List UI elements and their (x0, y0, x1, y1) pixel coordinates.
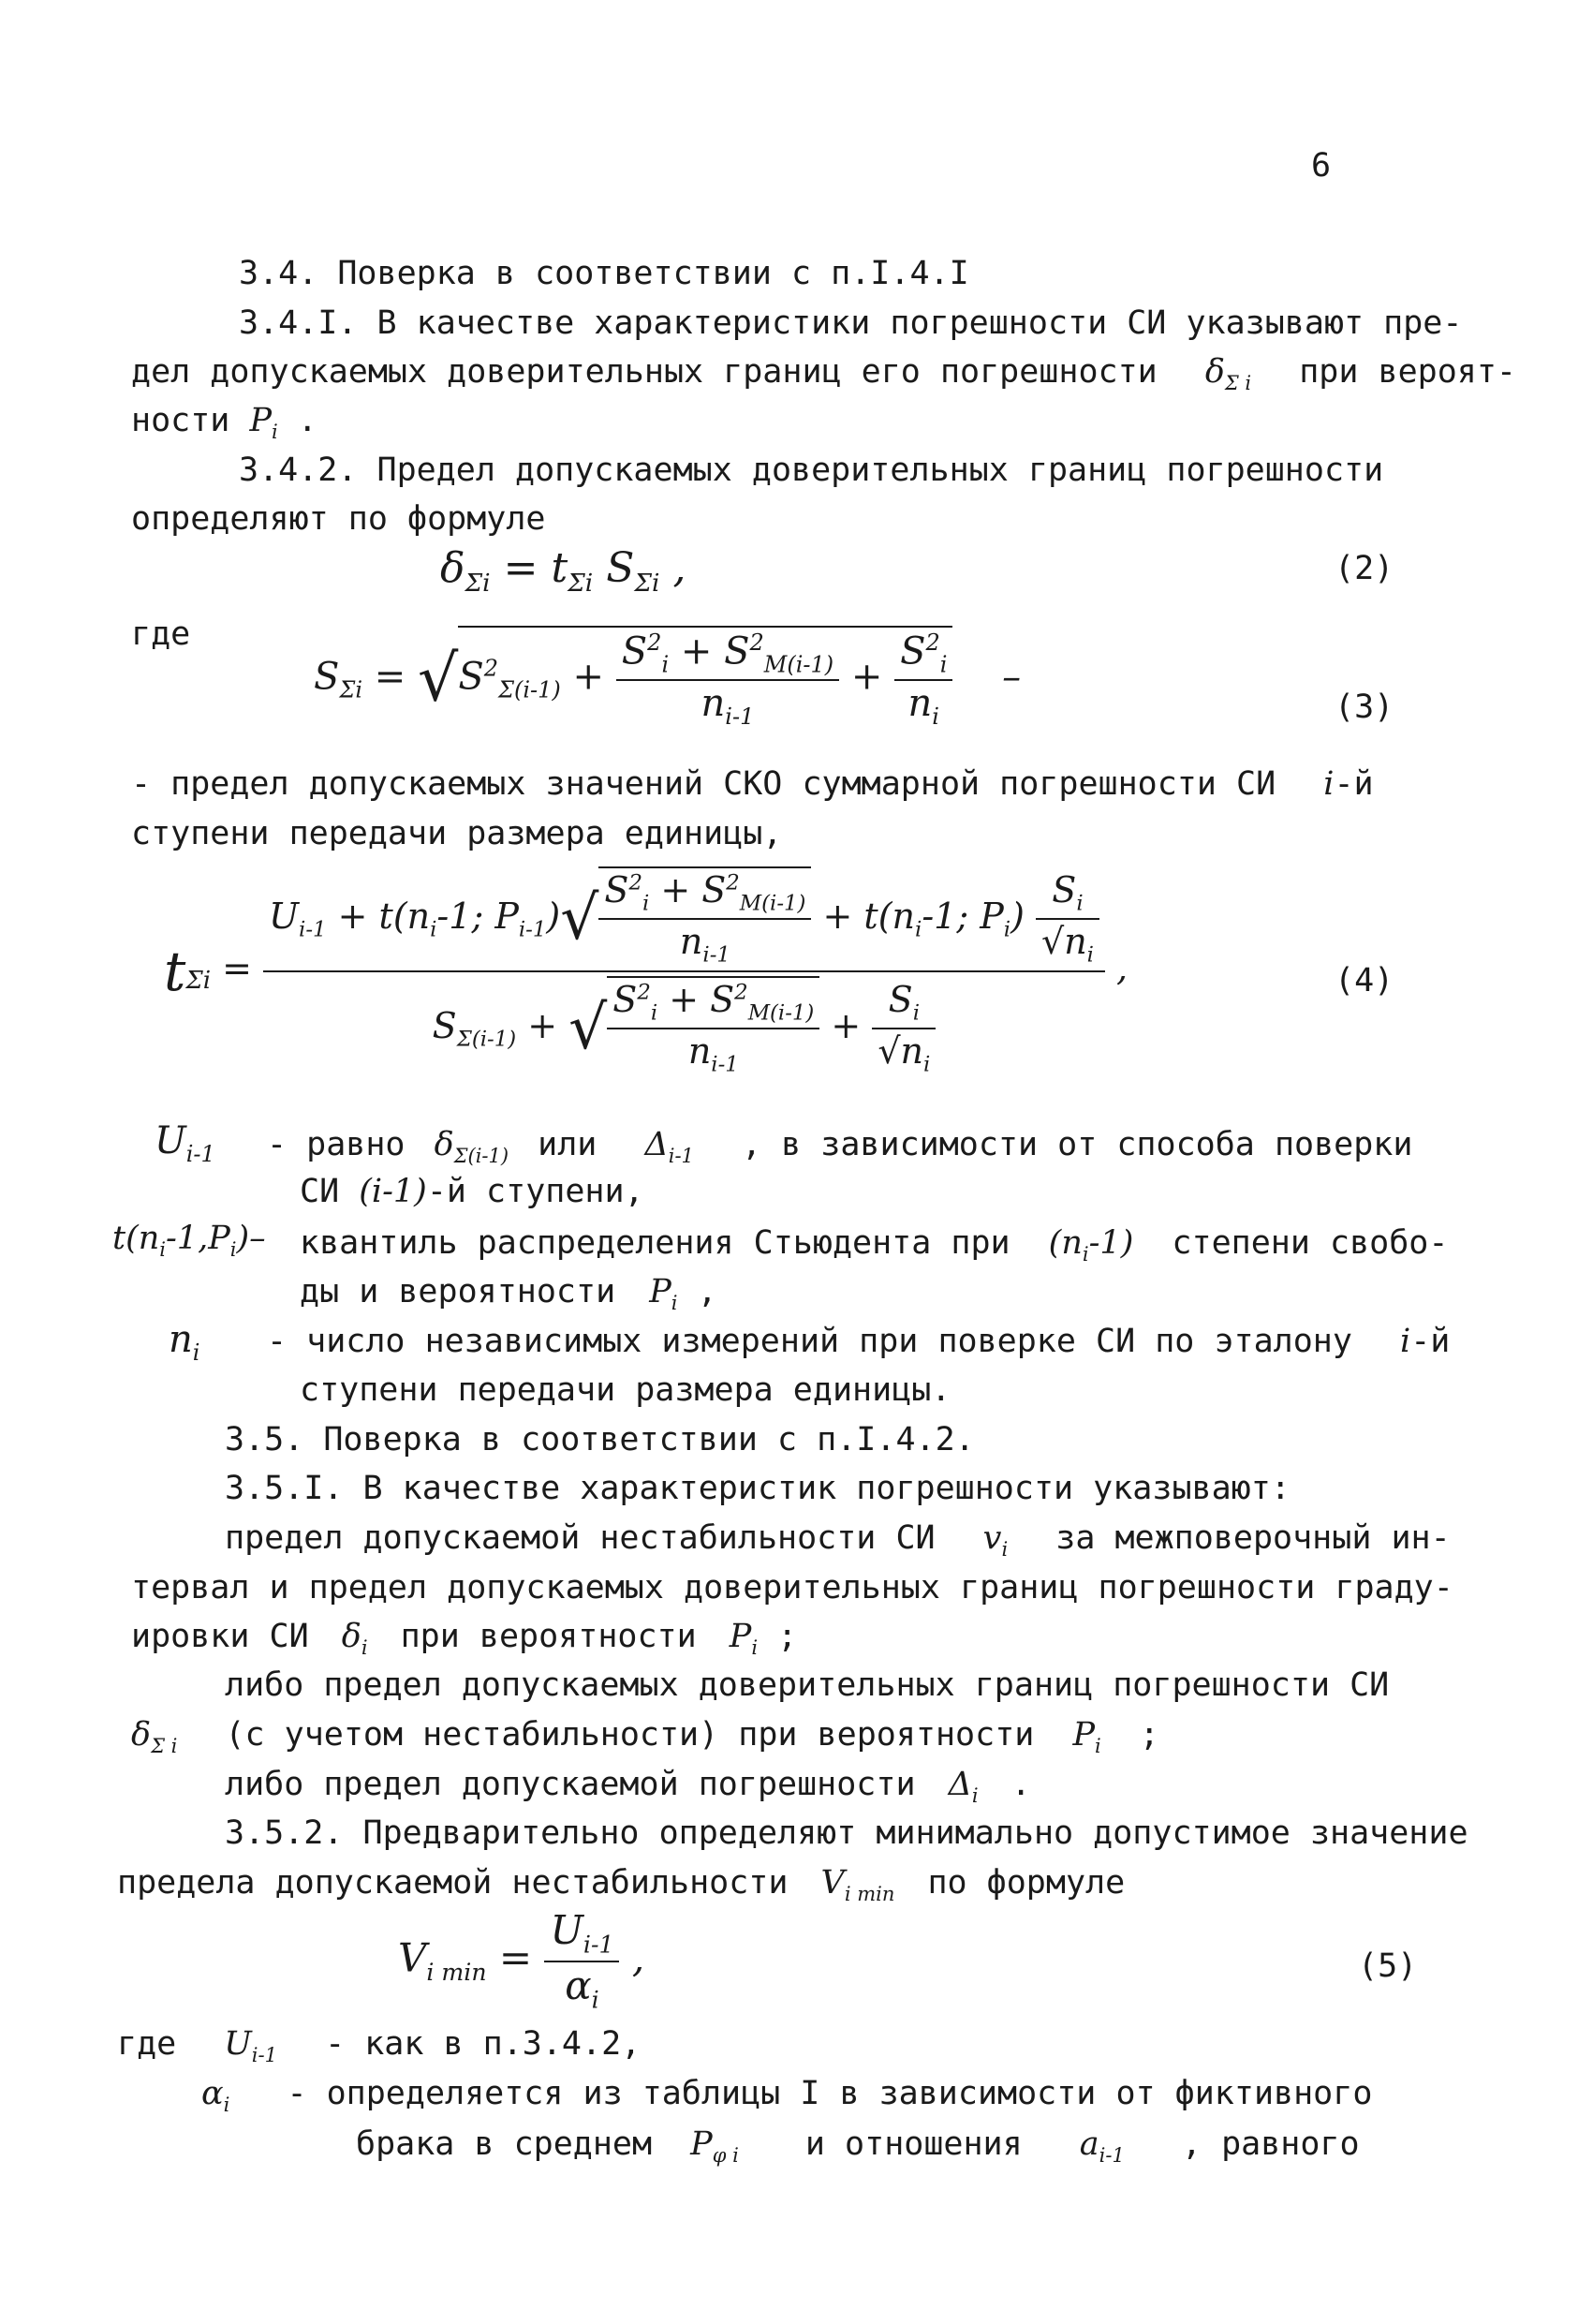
paragraph-line: ступени передачи размера единицы, (131, 815, 783, 852)
math-delta-sigma: $\delta_{\Sigma(i-1)}$ (434, 1126, 509, 1167)
math-delta-i: $\delta_i$ (341, 1618, 368, 1659)
text-run: . (297, 402, 317, 439)
math-p-i: $P_i$ (1072, 1716, 1101, 1757)
text-run: ировки СИ (131, 1618, 309, 1655)
text-run: ности (131, 402, 230, 439)
equation-3-number: (3) (1335, 688, 1394, 726)
label-gde: где (131, 615, 191, 653)
paragraph-line: 3.5.I. В качестве характеристик погрешности указывают: (225, 1470, 1291, 1507)
equation-2: $\delta_{\Sigma i} = t_{\Sigma i}$ $S_{\Sigma i}$ , (440, 544, 686, 598)
paragraph-line (117, 1864, 1126, 1905)
def-symbol-t: $t(n_i-1,P_i)-$ (112, 1220, 266, 1261)
text-run: при вероятности (400, 1618, 697, 1655)
text-run: - предел допускаемых значений СКО суммарной погрешности СИ (131, 765, 1276, 803)
text-run: , в зависимости от способа поверки (742, 1126, 1413, 1163)
paragraph-line: ды и вероятности $P_i$ , (300, 1273, 717, 1314)
paragraph-line (356, 2125, 1360, 2167)
text-run: -й (1410, 1323, 1451, 1360)
paragraph-line (267, 1126, 1413, 1167)
paragraph-line: 3.4.2. Предел допускаемых доверительных границ погрешности (239, 451, 1384, 489)
math-i: i (1323, 765, 1335, 803)
math-p-i: $P_i$ (729, 1618, 759, 1659)
text-run: при вероят- (1299, 353, 1517, 391)
text-run: - равно (267, 1126, 406, 1163)
math-p-i: $P_i$ (249, 402, 278, 443)
text-run: по формуле (927, 1864, 1126, 1902)
paragraph-line: ировки СИ $\delta_i$ при вероятности $P_i$ ; (131, 1618, 798, 1659)
text-run: брака в среднем (356, 2125, 653, 2163)
paragraph-line: определяют по формуле (131, 500, 546, 538)
paragraph-line: $\delta_{\Sigma i}$ (с учетом нестабильности) при вероятности $P_i$ ; (131, 1716, 1159, 1757)
label-gde (117, 2025, 642, 2066)
math-p-fi: $P_{\varphi i}$ (690, 2125, 739, 2167)
text-run: ды и вероятности (300, 1273, 616, 1310)
math-i-1: (i-1) (359, 1173, 427, 1210)
math-i: i (1400, 1323, 1411, 1360)
text-run: (с учетом нестабильности) при вероятности (225, 1716, 1035, 1754)
def-symbol-n: $n_i$ (169, 1318, 200, 1366)
text-run: , равного (1181, 2125, 1360, 2163)
paragraph-line: ступени передачи размера единицы. (300, 1371, 951, 1409)
paragraph-line: 3.5.2. Предварительно определяют минимально допустимое значение (225, 1814, 1468, 1852)
text-run: -й ступени, (426, 1173, 644, 1210)
math-n-minus-1: $(n_i-1)$ (1048, 1224, 1134, 1266)
paragraph-line (131, 402, 317, 443)
equation-5-number: (5) (1358, 1947, 1418, 1985)
section-3-5-heading: 3.5. Поверка в соответствии с п.I.4.2. (225, 1421, 975, 1458)
paragraph-line (131, 353, 1517, 394)
def-symbol-u: $U_{i-1}$ (155, 1119, 215, 1167)
math-delta-sigma-i: $\delta_{\Sigma i}$ (1204, 353, 1252, 394)
text-run: СИ (300, 1173, 340, 1210)
math-v-i: $v_i$ (982, 1519, 1009, 1561)
paragraph-line (267, 1325, 1450, 1358)
math-u-i-1: $U_{i-1}$ (224, 2025, 277, 2066)
math-Delta-i: $\Delta_i$ (948, 1766, 979, 1807)
text-run: предела допускаемой нестабильности (117, 1864, 789, 1902)
math-p-i: $P_i$ (649, 1273, 678, 1314)
text-run: или (538, 1126, 597, 1163)
paragraph-line (131, 765, 1374, 803)
paragraph-line (225, 1519, 1451, 1561)
paragraph-line: либо предел допускаемой погрешности $\Delta_i$ . (225, 1766, 1031, 1807)
math-Delta: $\Delta_{i-1}$ (644, 1126, 694, 1167)
text-run: либо предел допускаемой погрешности (225, 1766, 916, 1803)
equation-5: $V_{i min}$ = $\frac{U_{i-1}}{\alpha_i}$ , (398, 1907, 645, 2013)
text-run: - число независимых измерений при поверке СИ по эталону (267, 1323, 1352, 1360)
math-alpha-i: $\alpha_i$ (201, 2075, 230, 2116)
section-3-4-heading: 3.4. Поверка в соответствии с п.I.4.I (239, 255, 969, 292)
text-run: где (117, 2025, 177, 2063)
text-run: - определяется из таблицы I в зависимости от фиктивного (287, 2075, 1373, 2112)
math-a-i-1: $a_{i-1}$ (1079, 2125, 1125, 2167)
equation-4: $t_{\Sigma i}$ = $U_{i-1} + t(n_i-1$; $P_{i-1})√$ $\frac{S^2_i + S^2_{M(i-1)}}{n_{i-1}}$ + $t(n_i-1$; $P_i$) $\frac{S_i}{√n_i}$ $S_{\Sigma(i-1)}$ + √ $\frac{S^2_i + S^2_{M(i-1)}}{n_{i-1}}$ + $\frac{S_i}{√n_i}$ , (164, 866, 1128, 1076)
text-run: предел допускаемой нестабильности СИ (225, 1519, 936, 1557)
paragraph-line: 3.4.I. В качестве характеристики погрешности СИ указывают пре- (239, 304, 1463, 342)
paragraph-line: либо предел допускаемых доверительных границ погрешности СИ (225, 1666, 1390, 1704)
text-run: дел допускаемых доверительных границ его погрешности (131, 353, 1158, 391)
paragraph-line (300, 1224, 1449, 1266)
text-run: и отношения (804, 2125, 1023, 2163)
paragraph-line: тервал и предел допускаемых доверительных границ погрешности граду- (131, 1569, 1453, 1606)
math-v-i-min: $V_{i min}$ (820, 1864, 895, 1905)
page-number: 6 (1311, 147, 1332, 185)
text-run: степени свобо- (1172, 1224, 1449, 1262)
equation-4-number: (4) (1335, 962, 1394, 999)
text-run: - как в п.3.4.2, (325, 2025, 642, 2063)
math-delta-sigma-i: $\delta_{\Sigma i}$ (131, 1716, 178, 1757)
text-run: за межповерочный ин- (1055, 1519, 1451, 1557)
text-run: квантиль распределения Стьюдента при (300, 1224, 1010, 1262)
paragraph-line (201, 2075, 1373, 2116)
text-run: -й (1334, 765, 1374, 803)
equation-3: $S_{\Sigma i} = √S^2_{\Sigma(i-1)}$ + $\frac{S^2_i + S^2_{M(i-1)}}{n_{i-1}}$ + $\frac{S^2_i}{n_i}$ – (314, 626, 1021, 728)
equation-2-number: (2) (1335, 550, 1394, 587)
paragraph-line (300, 1173, 644, 1210)
